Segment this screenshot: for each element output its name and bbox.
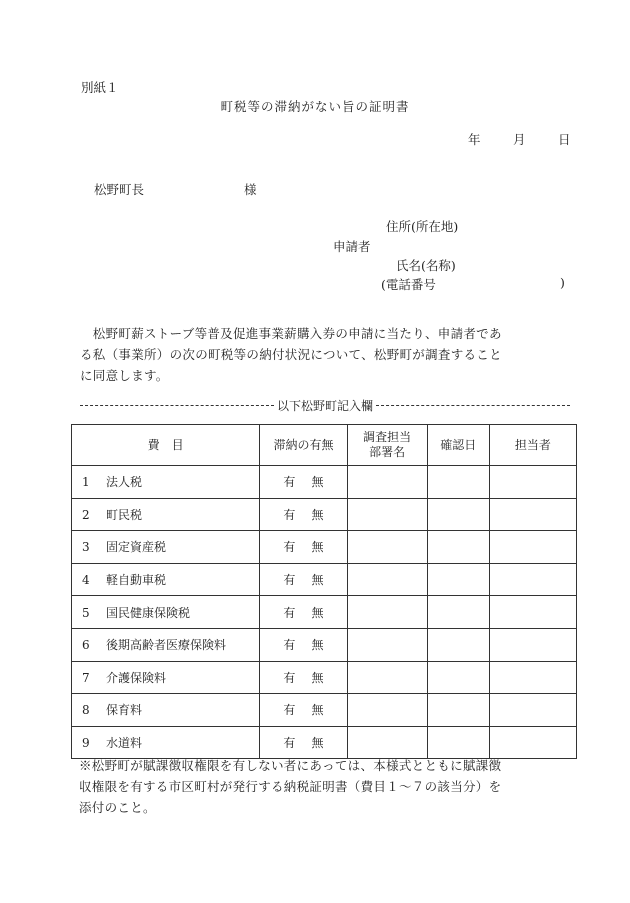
table-header-row <box>72 425 577 466</box>
consent-line: る私（事業所）の次の町税等の納付状況について、松野町が調査すること <box>80 347 502 362</box>
footnote-line: ※松野町が賦課徴収権限を有しない者にあっては、本様式とともに賦課徴 <box>79 758 502 773</box>
header-dept-line2: 部署名 <box>369 445 406 459</box>
item-number: 7 <box>82 670 90 685</box>
status-yes-option[interactable]: 有 <box>283 507 296 522</box>
dept-cell[interactable] <box>347 694 427 727</box>
status-yes-option[interactable]: 有 <box>283 573 296 588</box>
status-no-option[interactable]: 無 <box>311 605 324 620</box>
date-day-label: 日 <box>558 132 571 147</box>
header-item: 費 目 <box>72 425 260 466</box>
item-name: 水道料 <box>106 736 143 751</box>
payment-status-cell[interactable] <box>260 726 347 759</box>
dept-cell[interactable] <box>347 498 427 531</box>
payment-status-cell[interactable] <box>260 466 347 499</box>
status-yes-option[interactable]: 有 <box>283 638 296 653</box>
consent-line: 松野町薪ストーブ等普及促進事業薪購入券の申請に当たり、申請者であ <box>80 326 502 341</box>
dept-cell[interactable] <box>347 661 427 694</box>
staff-cell[interactable] <box>489 596 576 629</box>
confirm-date-cell[interactable] <box>427 661 489 694</box>
divider-label: 以下松野町記入欄 <box>277 399 374 413</box>
status-yes-option[interactable]: 有 <box>283 703 296 718</box>
item-cell <box>72 498 260 531</box>
confirm-date-cell[interactable] <box>427 498 489 531</box>
status-yes-option[interactable]: 有 <box>283 670 296 685</box>
item-name: 固定資産税 <box>106 540 167 555</box>
dept-cell[interactable] <box>347 726 427 759</box>
footnote-line: 添付のこと。 <box>79 800 156 815</box>
staff-cell[interactable] <box>489 726 576 759</box>
payment-status-cell[interactable] <box>260 661 347 694</box>
staff-cell[interactable] <box>489 628 576 661</box>
status-yes-option[interactable]: 有 <box>283 736 296 751</box>
confirm-date-cell[interactable] <box>427 628 489 661</box>
consent-line: に同意します。 <box>80 368 169 383</box>
table-row <box>72 628 577 661</box>
date-year-label: 年 <box>468 132 481 147</box>
item-cell <box>72 694 260 727</box>
table-row <box>72 531 577 564</box>
table-row <box>72 498 577 531</box>
office-use-divider <box>80 397 570 414</box>
address-label: 住所(所在地) <box>386 219 459 234</box>
confirm-date-cell[interactable] <box>427 694 489 727</box>
header-dept <box>347 425 427 466</box>
phone-close-paren: ) <box>560 275 565 290</box>
payment-status-cell[interactable] <box>260 694 347 727</box>
item-number: 3 <box>82 540 90 555</box>
item-name: 国民健康保険税 <box>106 605 191 620</box>
item-number: 4 <box>82 573 90 588</box>
header-confirm-date: 確認日 <box>427 425 489 466</box>
item-cell <box>72 466 260 499</box>
consent-body <box>80 323 576 386</box>
dept-cell[interactable] <box>347 628 427 661</box>
status-no-option[interactable]: 無 <box>311 507 324 522</box>
item-number: 9 <box>82 736 90 751</box>
table-row <box>72 563 577 596</box>
item-cell <box>72 661 260 694</box>
header-dept-line1: 調査担当 <box>363 430 412 444</box>
item-name: 町民税 <box>106 507 143 522</box>
footnote <box>79 755 579 818</box>
dept-cell[interactable] <box>347 531 427 564</box>
staff-cell[interactable] <box>489 694 576 727</box>
item-cell <box>72 726 260 759</box>
status-no-option[interactable]: 無 <box>311 475 324 490</box>
honorific: 様 <box>244 182 257 197</box>
addressee: 松野町長 <box>94 182 145 197</box>
status-no-option[interactable]: 無 <box>311 573 324 588</box>
tax-status-table <box>71 424 577 759</box>
item-number: 5 <box>82 605 90 620</box>
confirm-date-cell[interactable] <box>427 596 489 629</box>
status-yes-option[interactable]: 有 <box>283 605 296 620</box>
item-cell <box>72 628 260 661</box>
payment-status-cell[interactable] <box>260 531 347 564</box>
payment-status-cell[interactable] <box>260 498 347 531</box>
divider-dash-right <box>376 405 570 406</box>
status-no-option[interactable]: 無 <box>311 670 324 685</box>
item-number: 8 <box>82 703 90 718</box>
item-cell <box>72 531 260 564</box>
dept-cell[interactable] <box>347 466 427 499</box>
name-label: 氏名(名称) <box>396 258 456 273</box>
status-no-option[interactable]: 無 <box>311 736 324 751</box>
item-number: 6 <box>82 638 90 653</box>
date-month-label: 月 <box>513 132 526 147</box>
confirm-date-cell[interactable] <box>427 563 489 596</box>
staff-cell[interactable] <box>489 661 576 694</box>
header-staff: 担当者 <box>489 425 576 466</box>
confirm-date-cell[interactable] <box>427 531 489 564</box>
item-name: 後期高齢者医療保険料 <box>106 638 227 653</box>
payment-status-cell[interactable] <box>260 563 347 596</box>
applicant-label: 申請者 <box>333 239 371 254</box>
item-number: 2 <box>82 507 90 522</box>
payment-status-cell[interactable] <box>260 628 347 661</box>
table-row <box>72 596 577 629</box>
document-title: 町税等の滞納がない旨の証明書 <box>220 99 410 114</box>
status-no-option[interactable]: 無 <box>311 638 324 653</box>
attachment-label: 別紙１ <box>81 80 119 95</box>
payment-status-cell[interactable] <box>260 596 347 629</box>
status-no-option[interactable]: 無 <box>311 703 324 718</box>
item-number: 1 <box>82 475 90 490</box>
item-name: 介護保険料 <box>106 670 167 685</box>
item-name: 法人税 <box>106 475 143 490</box>
item-cell <box>72 596 260 629</box>
staff-cell[interactable] <box>489 531 576 564</box>
dept-cell[interactable] <box>347 563 427 596</box>
footnote-line: 収権限を有する市区町村が発行する納税証明書（費目１～７の該当分）を <box>79 779 502 794</box>
dept-cell[interactable] <box>347 596 427 629</box>
table-row <box>72 726 577 759</box>
staff-cell[interactable] <box>489 466 576 499</box>
status-yes-option[interactable]: 有 <box>283 540 296 555</box>
item-name: 軽自動車税 <box>106 573 167 588</box>
table-row <box>72 466 577 499</box>
table-row <box>72 694 577 727</box>
divider-dash-left <box>80 405 274 406</box>
table-row <box>72 661 577 694</box>
staff-cell[interactable] <box>489 563 576 596</box>
status-yes-option[interactable]: 有 <box>283 475 296 490</box>
header-payment-status: 滞納の有無 <box>260 425 347 466</box>
staff-cell[interactable] <box>489 498 576 531</box>
item-name: 保育料 <box>106 703 143 718</box>
confirm-date-cell[interactable] <box>427 466 489 499</box>
item-cell <box>72 563 260 596</box>
phone-label: (電話番号 <box>381 277 436 292</box>
status-no-option[interactable]: 無 <box>311 540 324 555</box>
confirm-date-cell[interactable] <box>427 726 489 759</box>
